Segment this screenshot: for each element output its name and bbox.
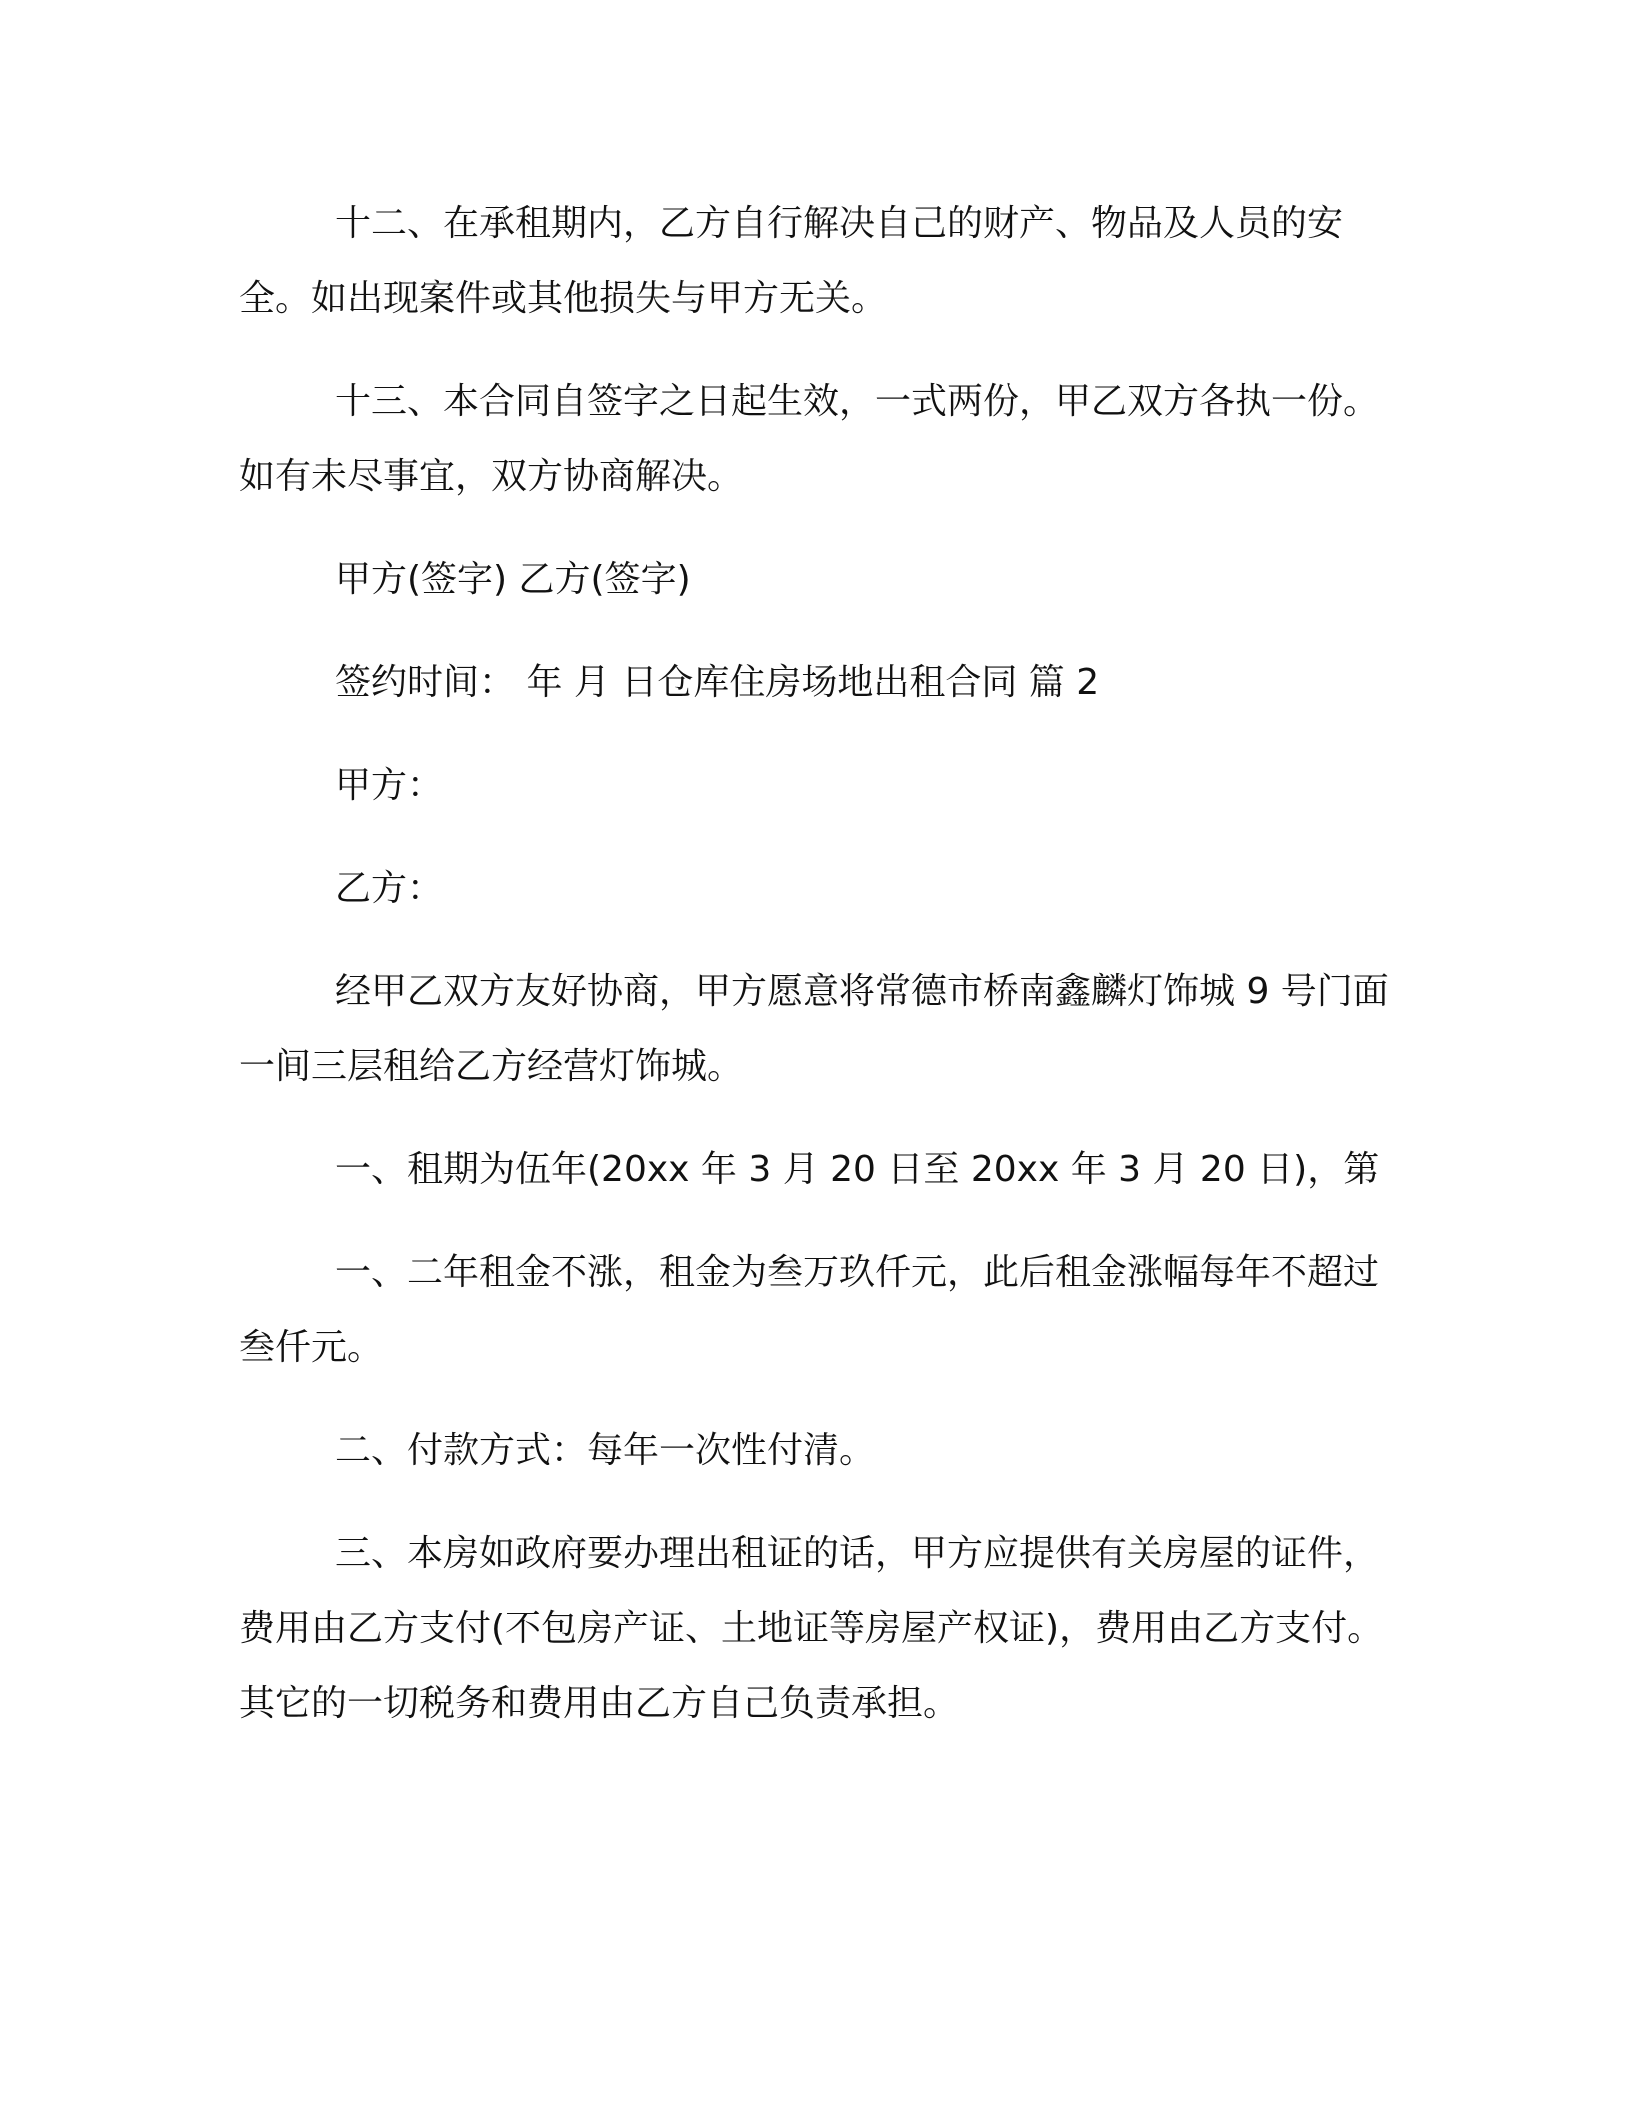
clause-12: 十二、在承租期内，乙方自行解决自己的财产、物品及人员的安全。如出现案件或其他损失与甲方无关。 [239, 203, 1344, 319]
clause-2: 二、付款方式：每年一次性付清。 [335, 1430, 876, 1471]
signature-line: 甲方(签字) 乙方(签字) [335, 559, 691, 600]
document-body [239, 186, 1409, 1769]
party-b-line: 乙方： [335, 868, 444, 909]
clause-1: 一、租期为伍年(20xx 年 3 月 20 日至 20xx 年 3 月 20 日)，第 [335, 1149, 1380, 1190]
party-a-line: 甲方： [335, 765, 444, 806]
clause-13: 十三、本合同自签字之日起生效，一式两份，甲乙双方各执一份。如有未尽事宜，双方协商解决。 [239, 381, 1380, 497]
signing-date-line: 签约时间： 年 月 日仓库住房场地出租合同 篇 2 [335, 662, 1100, 703]
clause-3: 三、本房如政府要办理出租证的话，甲方应提供有关房屋的证件，费用由乙方支付(不包房产证、土地证等房屋产权证)，费用由乙方支付。其它的一切税务和费用由乙方自己负责承担。 [239, 1533, 1384, 1724]
clause-1-continued: 一、二年租金不涨，租金为叁万玖仟元，此后租金涨幅每年不超过叁仟元。 [239, 1252, 1380, 1368]
intro-paragraph: 经甲乙双方友好协商，甲方愿意将常德市桥南鑫麟灯饰城 9 号门面一间三层租给乙方经营灯饰城。 [239, 971, 1389, 1087]
